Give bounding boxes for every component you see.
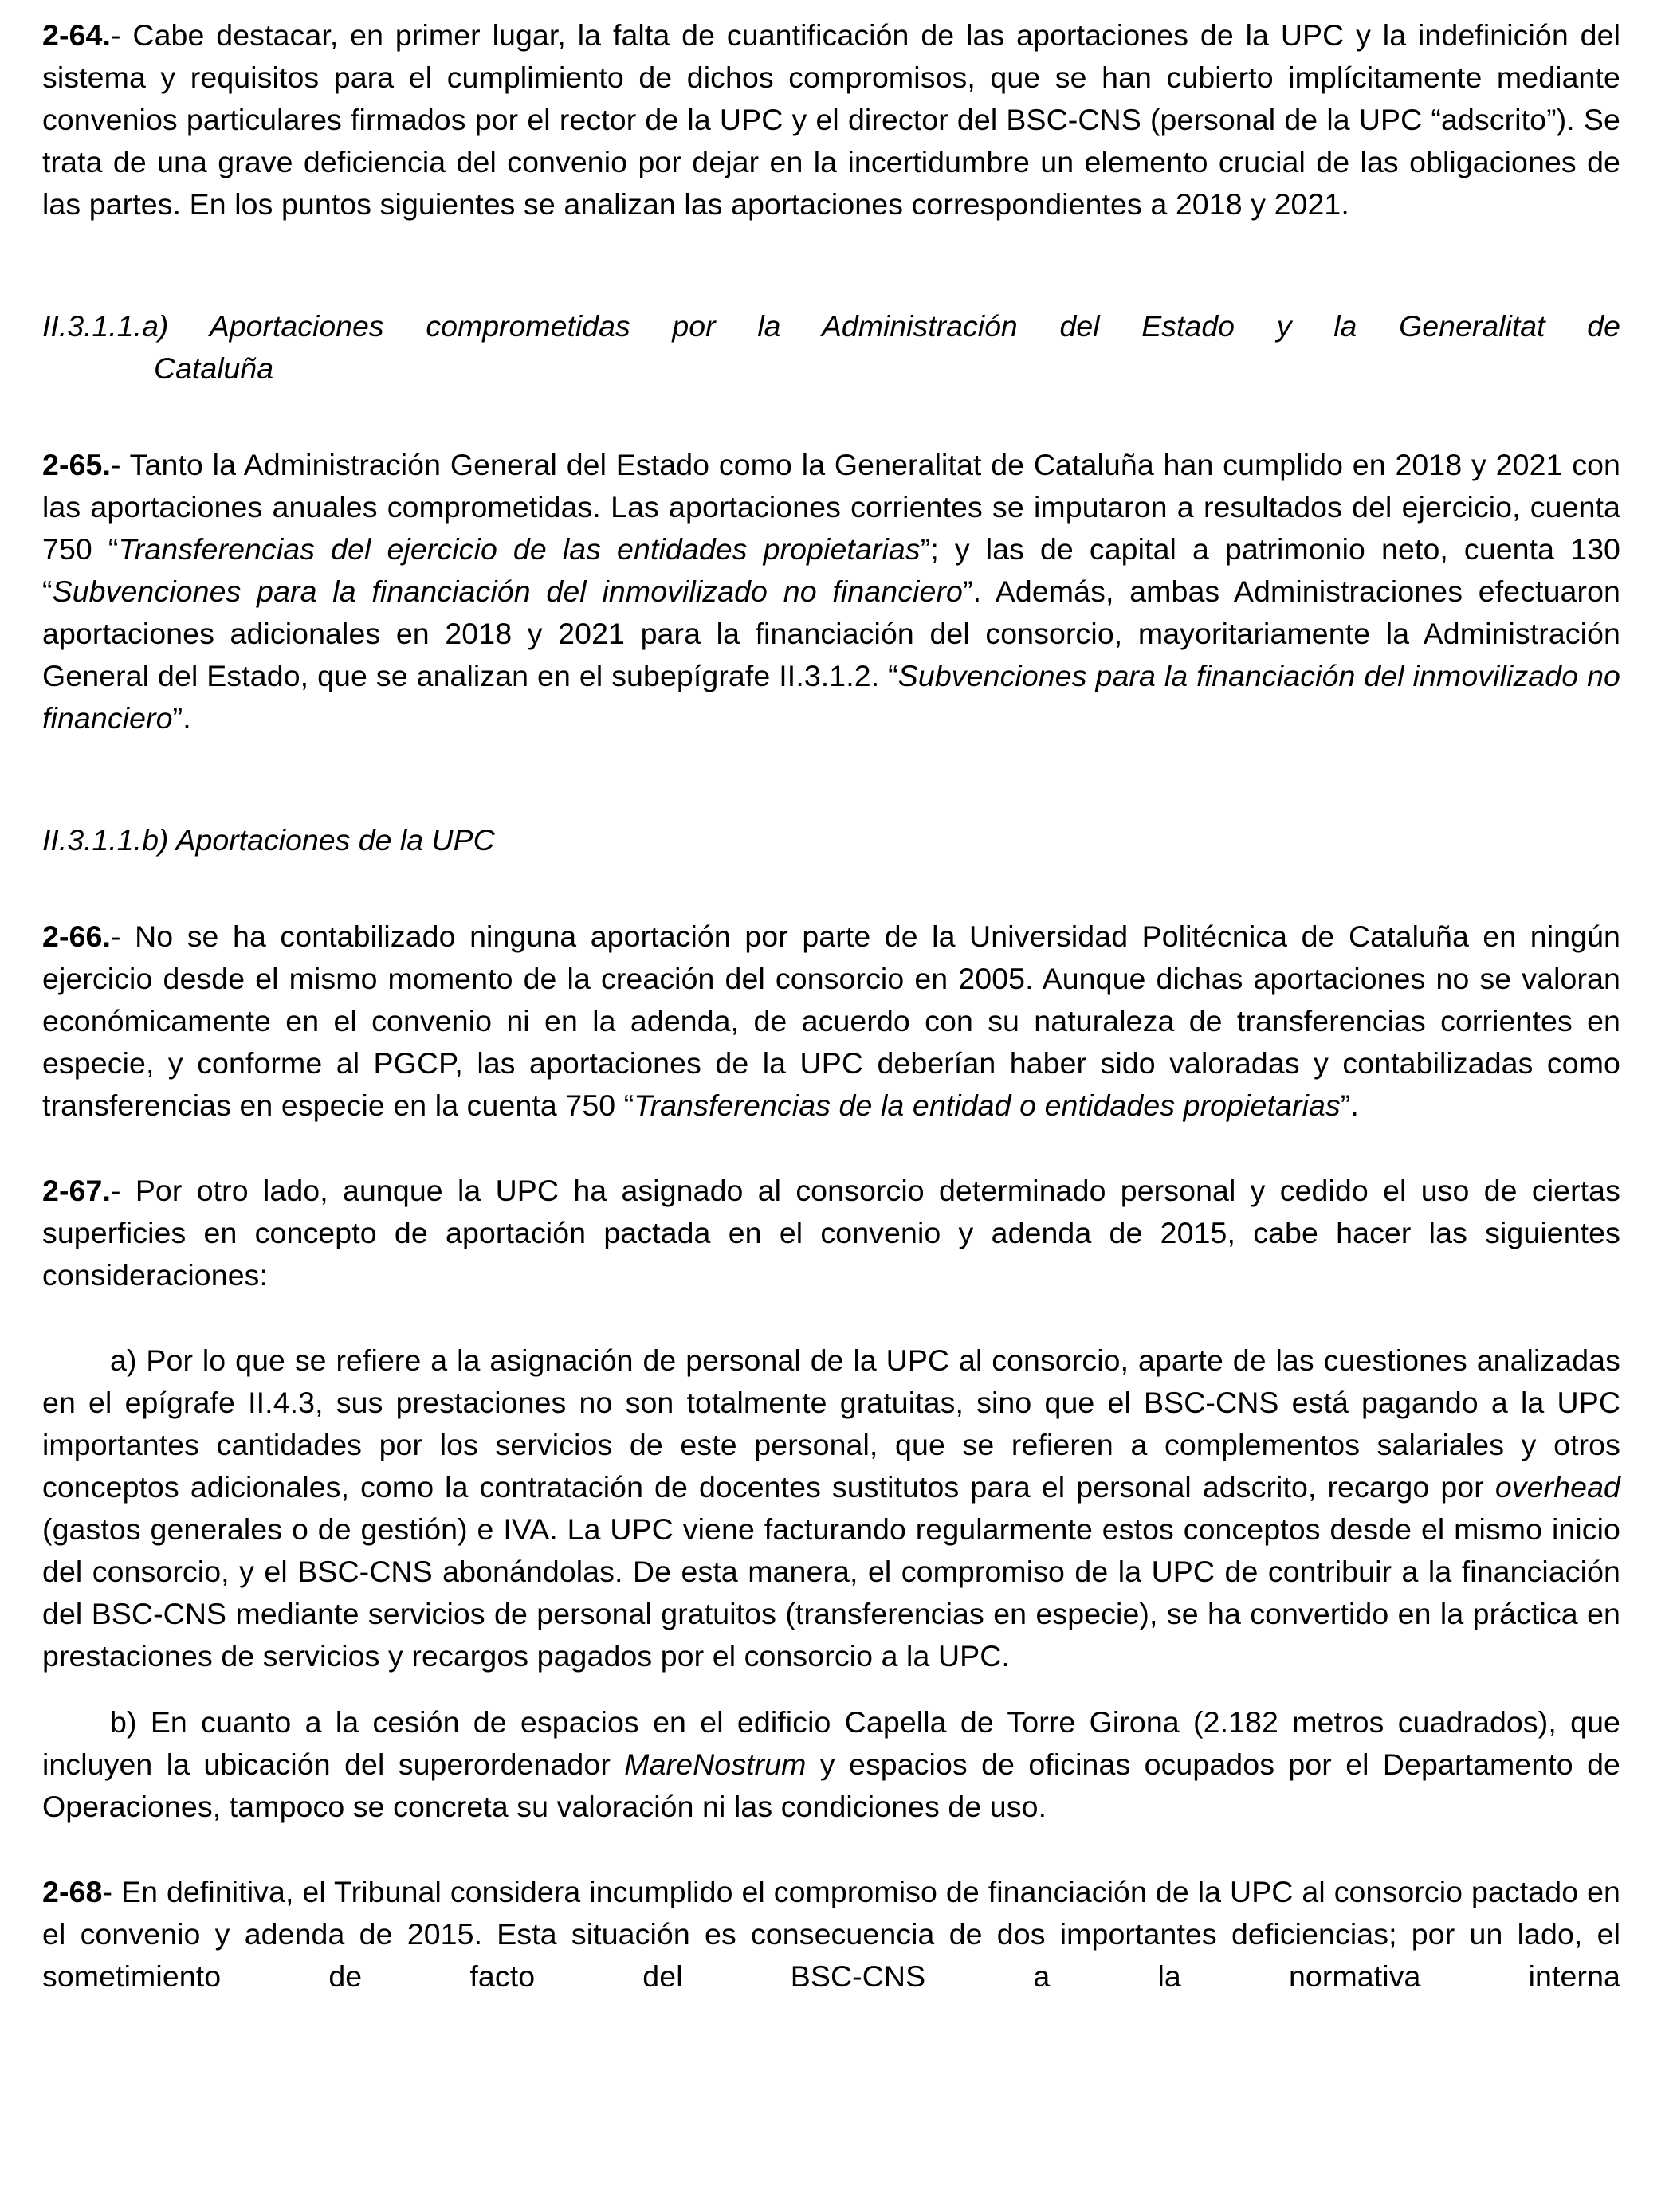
paragraph-2-67 xyxy=(42,1170,1620,1296)
paragraph-2-65 xyxy=(42,444,1620,739)
spacer xyxy=(42,739,1620,819)
list-item-b-seg2: y espacios de oficinas ocupados por el Departamento de Operaciones, tampoco se concreta su valoración ni las condiciones de uso. xyxy=(42,1747,1620,1823)
section-heading-b-text: II.3.1.1.b) Aportaciones de la UPC xyxy=(42,823,495,857)
spacer xyxy=(42,1296,1620,1339)
paragraph-number-suffix-2-65: - xyxy=(110,448,121,481)
section-heading-b xyxy=(42,819,1620,861)
paragraph-2-66 xyxy=(42,916,1620,1127)
list-item-a-seg2: (gastos generales o de gestión) e IVA. La UPC viene facturando regularmente estos conceptos desde el mismo inicio del consorcio, y el BSC-CNS abonándolas. De esta manera, el compromiso de la UPC de contribuir a la financiación del BSC-CNS mediante servicios de personal gratuitos (transferencias en especie), se ha convertido en la práctica en prestaciones de servicios y recargos pagados por el consorcio a la UPC. xyxy=(42,1512,1620,1673)
paragraph-body-2-64: Cabe destacar, en primer lugar, la falta de cuantificación de las aportaciones de la UPC y la indefinición del sistema y requisitos para el cumplimiento de dichos compromisos, que se han cubierto implícitamente mediante convenios particulares firmados por el rector de la UPC y el director del BSC-CNS (personal de la UPC “adscrito”). Se trata de una grave deficiencia del convenio por dejar en la incertidumbre un elemento crucial de las obligaciones de las partes. En los puntos siguientes se analizan las aportaciones correspondientes a 2018 y 2021. xyxy=(42,18,1620,221)
term-marenostrum: MareNostrum xyxy=(624,1747,807,1781)
subepigrafe-name: Subvenciones para la financiación del inmovilizado no financiero xyxy=(42,659,1621,735)
paragraph-2-65-seg4: ”. xyxy=(172,701,191,735)
section-heading-a-line2 xyxy=(42,347,1620,390)
paragraph-number-2-65: 2-65. xyxy=(42,448,111,481)
spacer xyxy=(42,390,1620,444)
paragraph-2-66-seg1: No se ha contabilizado ninguna aportación por parte de la Universidad Politécnica de Cataluña en ningún ejercicio desde el mismo momento de la creación del consorcio en 2005. Aunque dichas aportaciones no se valoran económicamente en el convenio ni en la adenda, de acuerdo con su naturaleza de transferencias corrientes en especie, y conforme al PGCP, las aportaciones de la UPC deberían haber sido valoradas y contabilizadas como transferencias en especie en la cuenta 750 “ xyxy=(42,920,1620,1122)
term-overhead: overhead xyxy=(1494,1470,1620,1504)
paragraph-number-2-67: 2-67. xyxy=(42,1174,111,1207)
spacer xyxy=(42,1828,1620,1871)
paragraph-2-64 xyxy=(42,14,1620,226)
paragraph-number-2-68: 2-68 xyxy=(42,1875,103,1908)
section-heading-a-line2-text: Cataluña xyxy=(154,351,274,385)
spacer xyxy=(42,1127,1620,1170)
list-item-b-seg1: b) En cuanto a la cesión de espacios en el edificio Capella de Torre Girona (2.182 metros cuadrados), que incluyen la ubicación del superordenador xyxy=(42,1705,1620,1781)
account-name-130: Subvenciones para la financiación del inmovilizado no financiero xyxy=(52,575,963,608)
list-item-a-seg1: a) Por lo que se refiere a la asignación de personal de la UPC al consorcio, aparte de las cuestiones analizadas en el epígrafe II.4.3, sus prestaciones no son totalmente gratuitas, sino que el BSC-CNS está pagando a la UPC importantes cantidades por los servicios de este personal, que se refieren a complementos salariales y otros conceptos adicionales, como la contratación de docentes sustitutos para el personal adscrito, recargo por xyxy=(42,1343,1620,1504)
paragraph-number-2-64: 2-64. xyxy=(42,18,111,52)
paragraph-2-68-seg1: En definitiva, el Tribunal considera incumplido el compromiso de financiación de la UPC al consorcio pactado en el convenio y adenda de 2015. Esta situación es consecuencia de dos importantes deficiencias; por un lado, el sometimiento de facto del BSC-CNS a la normativa interna xyxy=(42,1875,1620,1993)
paragraph-2-65-seg2: ”; y las de capital a patrimonio neto, cuenta 130 “ xyxy=(42,532,1620,608)
spacer xyxy=(42,226,1620,305)
paragraph-number-suffix-2-67: - xyxy=(110,1174,121,1207)
paragraph-2-68 xyxy=(42,1871,1620,1998)
section-heading-a-line1 xyxy=(42,305,1620,347)
spacer xyxy=(42,861,1620,916)
section-heading-a xyxy=(42,305,1620,390)
paragraph-number-suffix-2-66: - xyxy=(110,920,121,953)
account-name-750: Transferencias del ejercicio de las entidades propietarias xyxy=(118,532,921,566)
account-name-750-alt: Transferencias de la entidad o entidades propietarias xyxy=(634,1088,1341,1122)
paragraph-2-67-seg1: Por otro lado, aunque la UPC ha asignado al consorcio determinado personal y cedido el uso de ciertas superficies en concepto de aportación pactada en el convenio y adenda de 2015, cabe hacer las siguientes consideraciones: xyxy=(42,1174,1620,1292)
paragraph-number-suffix-2-68: - xyxy=(102,1875,113,1908)
spacer xyxy=(42,1677,1620,1701)
section-heading-a-line1-text: II.3.1.1.a) Aportaciones comprometidas por la Administración del Estado y la Generalitat de xyxy=(42,309,1620,343)
list-item-b xyxy=(42,1701,1620,1828)
paragraph-number-suffix-2-64: - xyxy=(110,18,121,52)
paragraph-2-65-seg3: ”. Además, ambas Administraciones efectuaron aportaciones adicionales en 2018 y 2021 para la financiación del consorcio, mayoritariamente la Administración General del Estado, que se analizan en el subepígrafe II.3.1.2. “ xyxy=(42,575,1620,692)
paragraph-2-66-seg2: ”. xyxy=(1340,1088,1359,1122)
paragraph-2-65-seg1: Tanto la Administración General del Estado como la Generalitat de Cataluña han cumplido en 2018 y 2021 con las aportaciones anuales comprometidas. Las aportaciones corrientes se imputaron a resultados del ejercicio, cuenta 750 “ xyxy=(42,448,1620,566)
list-item-a xyxy=(42,1339,1620,1677)
paragraph-number-2-66: 2-66. xyxy=(42,920,111,953)
